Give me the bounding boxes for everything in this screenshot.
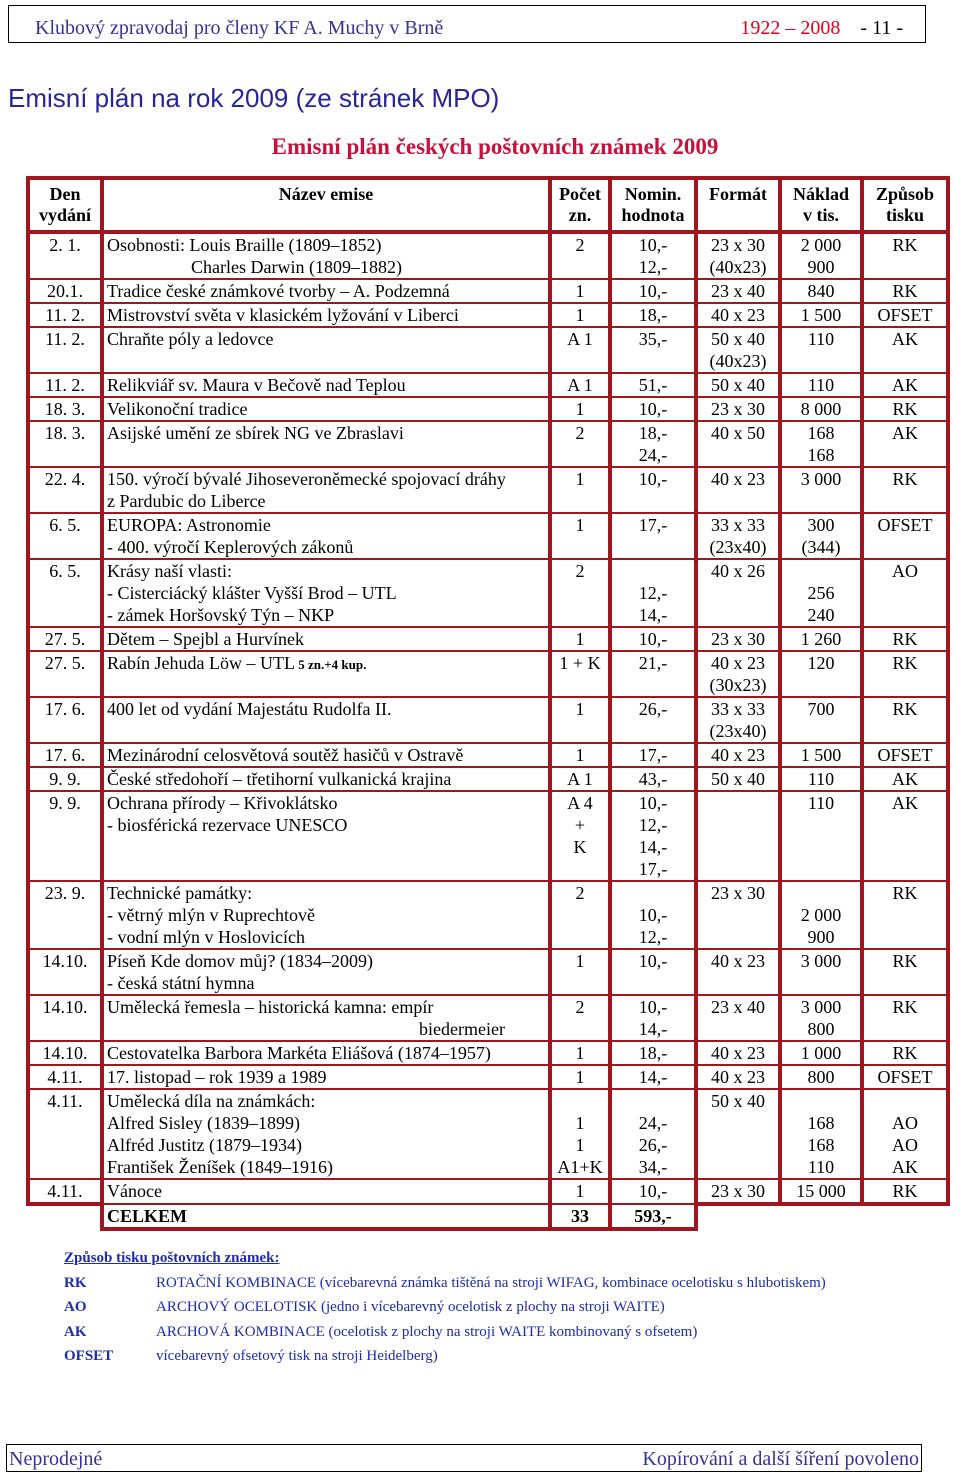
cell-print: AK [862, 373, 948, 397]
cell-format: 23 x 30 (40x23) [696, 232, 780, 279]
cell-date: 11. 2. [28, 373, 102, 397]
header-right [740, 17, 903, 40]
cell-count: 1 + K [550, 651, 610, 697]
cell-format: 33 x 33 (23x40) [696, 697, 780, 743]
cell-count: 2 [550, 559, 610, 627]
cell-name: Chraňte póly a ledovce [102, 327, 550, 373]
cell-name: EUROPA: Astronomie - 400. výročí Keplerových zákonů [102, 513, 550, 559]
cell-name: Umělecká díla na známkách: Alfred Sisley (1839–1899) Alfréd Justitz (1879–1934) František Ženíšek (1849–1916) [102, 1089, 550, 1179]
cell-format: 23 x 30 [696, 627, 780, 651]
cell-name: Mistrovství světa v klasickém lyžování v Liberci [102, 303, 550, 327]
table-row [28, 279, 948, 303]
cell-name: Krásy naší vlasti: - Cisterciácký klášter Vyšší Brod – UTL - zámek Horšovský Týn – NKP [102, 559, 550, 627]
total-value: 593,- [610, 1204, 696, 1229]
cell-print: OFSET [862, 743, 948, 767]
cell-value: 10,- [610, 279, 696, 303]
cell-date: 6. 5. [28, 513, 102, 559]
legend-item [64, 1320, 826, 1345]
cell-format: 40 x 23 [696, 949, 780, 995]
table-row [28, 995, 948, 1041]
cell-date: 11. 2. [28, 327, 102, 373]
cell-name: Rabín Jehuda Löw – UTL 5 zn.+4 kup. [102, 651, 550, 697]
page-header [8, 5, 926, 43]
header-years: 1922 – 2008 [740, 17, 841, 39]
cell-name: Vánoce [102, 1179, 550, 1204]
cell-run: 1 000 [780, 1041, 862, 1065]
table-row [28, 627, 948, 651]
table-row [28, 767, 948, 791]
table-row [28, 373, 948, 397]
cell-count: 1 [550, 949, 610, 995]
table-row [28, 559, 948, 627]
page-number: - 11 - [860, 17, 903, 39]
cell-value: 21,- [610, 651, 696, 697]
cell-run: 1 500 [780, 743, 862, 767]
cell-count: 2 [550, 232, 610, 279]
page-title: Emisní plán na rok 2009 (ze stránek MPO) [8, 83, 500, 113]
cell-format: 40 x 23 [696, 1041, 780, 1065]
header-col-count: Počet zn. [550, 178, 610, 232]
cell-print: RK [862, 397, 948, 421]
cell-value: 10,- 12,- [610, 881, 696, 949]
cell-date: 4.11. [28, 1065, 102, 1089]
cell-count: 1 [550, 279, 610, 303]
cell-print: OFSET [862, 303, 948, 327]
cell-name: České středohoří – třetihorní vulkanická krajina [102, 767, 550, 791]
cell-print: RK [862, 232, 948, 279]
cell-print: AO AO AK [862, 1089, 948, 1179]
table-row [28, 791, 948, 881]
legend-description: ARCHOVÁ KOMBINACE (ocelotisk z plochy na stroji WAITE kombinovaný s ofsetem) [156, 1323, 698, 1340]
cell-format: 50 x 40 [696, 1089, 780, 1179]
cell-run: 256 240 [780, 559, 862, 627]
cell-print: RK [862, 627, 948, 651]
cell-format: 23 x 30 [696, 397, 780, 421]
cell-date: 27. 5. [28, 651, 102, 697]
total-empty-cell [862, 1204, 948, 1229]
cell-format: 40 x 50 [696, 421, 780, 467]
legend-item [64, 1271, 826, 1296]
cell-count: 1 [550, 1179, 610, 1204]
table-row [28, 1065, 948, 1089]
cell-name: Ochrana přírody – Křivoklátsko - biosférická rezervace UNESCO [102, 791, 550, 881]
cell-name: 17. listopad – rok 1939 a 1989 [102, 1065, 550, 1089]
cell-print: AK [862, 421, 948, 467]
cell-run: 8 000 [780, 397, 862, 421]
cell-run: 1 500 [780, 303, 862, 327]
cell-format: 40 x 23 [696, 743, 780, 767]
cell-count: A 1 [550, 373, 610, 397]
cell-count: 1 [550, 697, 610, 743]
cell-run: 15 000 [780, 1179, 862, 1204]
header-col-name: Název emise [102, 178, 550, 232]
cell-date: 14.10. [28, 995, 102, 1041]
cell-date: 4.11. [28, 1089, 102, 1179]
cell-value: 10,- 14,- [610, 995, 696, 1041]
cell-value: 10,- 12,- [610, 232, 696, 279]
header-col-format: Formát [696, 178, 780, 232]
cell-format: 50 x 40 (40x23) [696, 327, 780, 373]
cell-value: 18,- [610, 1041, 696, 1065]
header-col-run: Náklad v tis. [780, 178, 862, 232]
cell-print: RK [862, 651, 948, 697]
cell-run: 1 260 [780, 627, 862, 651]
name-note: 5 zn.+4 kup. [294, 657, 367, 672]
cell-name: Dětem – Spejbl a Hurvínek [102, 627, 550, 651]
cell-format [696, 791, 780, 881]
cell-value: 17,- [610, 513, 696, 559]
cell-value: 35,- [610, 327, 696, 373]
cell-value: 10,- [610, 1179, 696, 1204]
cell-name: Asijské umění ze sbírek NG ve Zbraslavi [102, 421, 550, 467]
cell-name: Relikviář sv. Maura v Bečově nad Teplou [102, 373, 550, 397]
table-row [28, 697, 948, 743]
cell-print: RK [862, 1041, 948, 1065]
cell-format: 23 x 30 [696, 1179, 780, 1204]
cell-value: 10,- 12,- 14,- 17,- [610, 791, 696, 881]
cell-format: 50 x 40 [696, 373, 780, 397]
cell-date: 20.1. [28, 279, 102, 303]
cell-print: RK [862, 279, 948, 303]
total-empty-cell [780, 1204, 862, 1229]
table-row [28, 949, 948, 995]
cell-name: Píseň Kde domov můj? (1834–2009) - česká státní hymna [102, 949, 550, 995]
cell-run: 300 (344) [780, 513, 862, 559]
table-row [28, 421, 948, 467]
table-row [28, 467, 948, 513]
cell-value: 18,- 24,- [610, 421, 696, 467]
cell-name: Mezinárodní celosvětová soutěž hasičů v Ostravě [102, 743, 550, 767]
table-row [28, 397, 948, 421]
cell-date: 9. 9. [28, 791, 102, 881]
cell-format: 23 x 40 [696, 279, 780, 303]
cell-count: 1 [550, 627, 610, 651]
cell-run: 3 000 [780, 467, 862, 513]
legend-code: AO [64, 1299, 87, 1315]
cell-value: 17,- [610, 743, 696, 767]
table-row [28, 513, 948, 559]
cell-format: 23 x 40 [696, 995, 780, 1041]
cell-value: 43,- [610, 767, 696, 791]
cell-format: 40 x 23 [696, 303, 780, 327]
table-row [28, 1179, 948, 1204]
cell-date: 2. 1. [28, 232, 102, 279]
cell-format: 40 x 23 (30x23) [696, 651, 780, 697]
header-col-print: Způsob tisku [862, 178, 948, 232]
plan-title: Emisní plán českých poštovních známek 2009 [271, 134, 719, 159]
cell-run: 110 [780, 327, 862, 373]
total-row [28, 1204, 948, 1229]
cell-count: 1 [550, 467, 610, 513]
cell-run: 120 [780, 651, 862, 697]
newsletter-title: Klubový zpravodaj pro členy KF A. Muchy v Brně [35, 17, 444, 39]
cell-run: 2 000 900 [780, 232, 862, 279]
cell-count: A 4 + K [550, 791, 610, 881]
cell-date: 14.10. [28, 949, 102, 995]
cell-date: 9. 9. [28, 767, 102, 791]
cell-run: 3 000 [780, 949, 862, 995]
legend-code: OFSET [64, 1348, 114, 1364]
legend-description: ARCHOVÝ OCELOTISK (jedno i vícebarevný ocelotisk z plochy na stroji WAITE) [156, 1299, 665, 1315]
table-row [28, 303, 948, 327]
cell-format: 40 x 26 [696, 559, 780, 627]
legend-item [64, 1295, 826, 1320]
cell-date: 17. 6. [28, 743, 102, 767]
table-row [28, 743, 948, 767]
cell-print: RK [862, 995, 948, 1041]
header-col-value: Nomin. hodnota [610, 178, 696, 232]
total-empty-cell [696, 1204, 780, 1229]
cell-run: 110 [780, 791, 862, 881]
total-label: CELKEM [102, 1204, 550, 1229]
table-row [28, 651, 948, 697]
print-method-legend [64, 1246, 826, 1369]
cell-count: 2 [550, 881, 610, 949]
table-body [28, 232, 948, 1229]
cell-print: AO [862, 559, 948, 627]
legend-description: ROTAČNÍ KOMBINACE (vícebarevná známka tištěná na stroji WIFAG, kombinace ocelotisku s hlubotiskem) [156, 1274, 826, 1291]
cell-format: 23 x 30 [696, 881, 780, 949]
cell-print: RK [862, 467, 948, 513]
cell-run: 3 000 800 [780, 995, 862, 1041]
cell-count: 1 [550, 303, 610, 327]
cell-count: 1 [550, 743, 610, 767]
cell-name: 400 let od vydání Majestátu Rudolfa II. [102, 697, 550, 743]
cell-print: OFSET [862, 513, 948, 559]
table-row [28, 327, 948, 373]
legend-heading: Způsob tisku poštovních známek: [64, 1250, 280, 1266]
cell-value: 14,- [610, 1065, 696, 1089]
cell-name: Velikonoční tradice [102, 397, 550, 421]
footer-right: Kopírování a další šíření povoleno [642, 1448, 919, 1470]
cell-date: 17. 6. [28, 697, 102, 743]
cell-format: 33 x 33 (23x40) [696, 513, 780, 559]
cell-name: Tradice české známkové tvorby – A. Podzemná [102, 279, 550, 303]
cell-value: 10,- [610, 397, 696, 421]
emission-plan-table-wrap [26, 176, 946, 1231]
legend-items [64, 1271, 826, 1369]
cell-count: 1 1 A1+K [550, 1089, 610, 1179]
cell-count: 1 [550, 397, 610, 421]
cell-format: 40 x 23 [696, 467, 780, 513]
table-row [28, 1089, 948, 1179]
name-continuation: biedermeier [419, 1019, 505, 1039]
legend-code: AK [64, 1323, 87, 1340]
cell-run: 700 [780, 697, 862, 743]
cell-count: 2 [550, 421, 610, 467]
cell-date: 23. 9. [28, 881, 102, 949]
cell-name: Umělecká řemesla – historická kamna: empír biedermeier [102, 995, 550, 1041]
cell-count: 1 [550, 513, 610, 559]
table-row [28, 232, 948, 279]
cell-date: 18. 3. [28, 421, 102, 467]
cell-count: 2 [550, 995, 610, 1041]
legend-description: vícebarevný ofsetový tisk na stroji Heidelberg) [156, 1348, 438, 1364]
cell-print: RK [862, 881, 948, 949]
cell-name: Technické památky: - větrný mlýn v Ruprechtově - vodní mlýn v Hoslovicích [102, 881, 550, 949]
table-row [28, 881, 948, 949]
cell-name: Osobnosti: Louis Braille (1809–1852) Charles Darwin (1809–1882) [102, 232, 550, 279]
cell-print: AK [862, 767, 948, 791]
cell-format: 50 x 40 [696, 767, 780, 791]
header-col-date: Den vydání [28, 178, 102, 232]
cell-value: 10,- [610, 467, 696, 513]
cell-date: 14.10. [28, 1041, 102, 1065]
cell-value: 24,- 26,- 34,- [610, 1089, 696, 1179]
cell-date: 4.11. [28, 1179, 102, 1204]
cell-print: AK [862, 791, 948, 881]
cell-name: 150. výročí bývalé Jihoseveroněmecké spojovací dráhy z Pardubic do Liberce [102, 467, 550, 513]
cell-value: 51,- [610, 373, 696, 397]
cell-value: 26,- [610, 697, 696, 743]
cell-value: 12,- 14,- [610, 559, 696, 627]
legend-code: RK [64, 1274, 87, 1291]
cell-date: 6. 5. [28, 559, 102, 627]
cell-run: 110 [780, 767, 862, 791]
table-header-row [28, 178, 948, 232]
emission-plan-table [26, 176, 950, 1231]
cell-date: 18. 3. [28, 397, 102, 421]
cell-run: 840 [780, 279, 862, 303]
cell-run: 168 168 110 [780, 1089, 862, 1179]
cell-count: 1 [550, 1065, 610, 1089]
cell-print: RK [862, 1179, 948, 1204]
cell-date: 27. 5. [28, 627, 102, 651]
table-row [28, 1041, 948, 1065]
total-blank-cell [28, 1204, 102, 1229]
footer-left: Neprodejné [9, 1448, 103, 1470]
cell-date: 22. 4. [28, 467, 102, 513]
cell-run: 2 000 900 [780, 881, 862, 949]
cell-run: 168 168 [780, 421, 862, 467]
cell-format: 40 x 23 [696, 1065, 780, 1089]
cell-count: A 1 [550, 327, 610, 373]
cell-count: A 1 [550, 767, 610, 791]
cell-value: 18,- [610, 303, 696, 327]
cell-print: OFSET [862, 1065, 948, 1089]
cell-run: 800 [780, 1065, 862, 1089]
cell-run: 110 [780, 373, 862, 397]
cell-date: 11. 2. [28, 303, 102, 327]
cell-value: 10,- [610, 949, 696, 995]
page-footer [6, 1444, 922, 1472]
cell-value: 10,- [610, 627, 696, 651]
legend-item [64, 1344, 826, 1369]
cell-count: 1 [550, 1041, 610, 1065]
cell-print: RK [862, 697, 948, 743]
cell-name: Cestovatelka Barbora Markéta Eliášová (1874–1957) [102, 1041, 550, 1065]
total-count: 33 [550, 1204, 610, 1229]
cell-print: RK [862, 949, 948, 995]
cell-print: AK [862, 327, 948, 373]
